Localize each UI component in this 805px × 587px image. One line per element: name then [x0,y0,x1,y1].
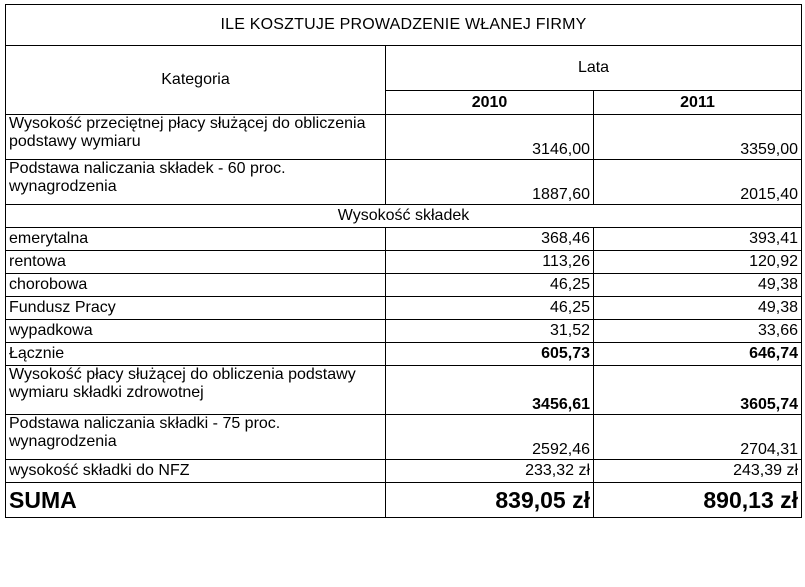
table-row [6,297,802,320]
table-row [6,251,802,274]
value-2010: 46,25 [386,274,594,297]
header-kategoria: Kategoria [6,46,386,115]
table-title: ILE KOSZTUJE PROWADZENIE WŁANEJ FIRMY [6,5,802,46]
table-row [6,160,802,205]
value-2011: 3359,00 [594,115,802,160]
row-label: rentowa [6,251,386,274]
section-label: Wysokość składek [6,205,802,228]
table-row [6,274,802,297]
value-2010: 2592,46 [386,415,594,460]
row-label: emerytalna [6,228,386,251]
row-label: Fundusz Pracy [6,297,386,320]
table-row [6,320,802,343]
row-label: Wysokość płacy służącej do obliczenia podstawy wymiaru składki zdrowotnej [6,366,386,415]
sum-label: SUMA [6,483,386,518]
nfz-2011: 243,39 zł [594,460,802,483]
value-2011: 49,38 [594,274,802,297]
header-year-2011: 2011 [594,91,802,115]
value-2011: 393,41 [594,228,802,251]
value-2010: 46,25 [386,297,594,320]
value-2011: 33,66 [594,320,802,343]
row-label: Podstawa naliczania składek - 60 proc. wynagrodzenia [6,160,386,205]
value-2010: 3146,00 [386,115,594,160]
nfz-row [6,460,802,483]
total-row [6,343,802,366]
row-label: Wysokość przeciętnej płacy służącej do obliczenia podstawy wymiaru [6,115,386,160]
nfz-label: wysokość składki do NFZ [6,460,386,483]
sum-2011: 890,13 zł [594,483,802,518]
table-row [6,415,802,460]
value-2010: 3456,61 [386,366,594,415]
value-2011: 49,38 [594,297,802,320]
row-label: chorobowa [6,274,386,297]
value-2010: 113,26 [386,251,594,274]
value-2010: 1887,60 [386,160,594,205]
value-2011: 2015,40 [594,160,802,205]
cost-table [5,4,802,518]
cost-table-container [5,4,802,518]
table-row [6,228,802,251]
header-year-2010: 2010 [386,91,594,115]
total-2011: 646,74 [594,343,802,366]
value-2010: 31,52 [386,320,594,343]
nfz-2010: 233,32 zł [386,460,594,483]
value-2011: 3605,74 [594,366,802,415]
value-2010: 368,46 [386,228,594,251]
sum-row [6,483,802,518]
value-2011: 2704,31 [594,415,802,460]
table-row [6,366,802,415]
total-label: Łącznie [6,343,386,366]
header-lata: Lata [386,46,802,91]
total-2010: 605,73 [386,343,594,366]
sum-2010: 839,05 zł [386,483,594,518]
row-label: wypadkowa [6,320,386,343]
table-row [6,115,802,160]
row-label: Podstawa naliczania składki - 75 proc. wynagrodzenia [6,415,386,460]
value-2011: 120,92 [594,251,802,274]
